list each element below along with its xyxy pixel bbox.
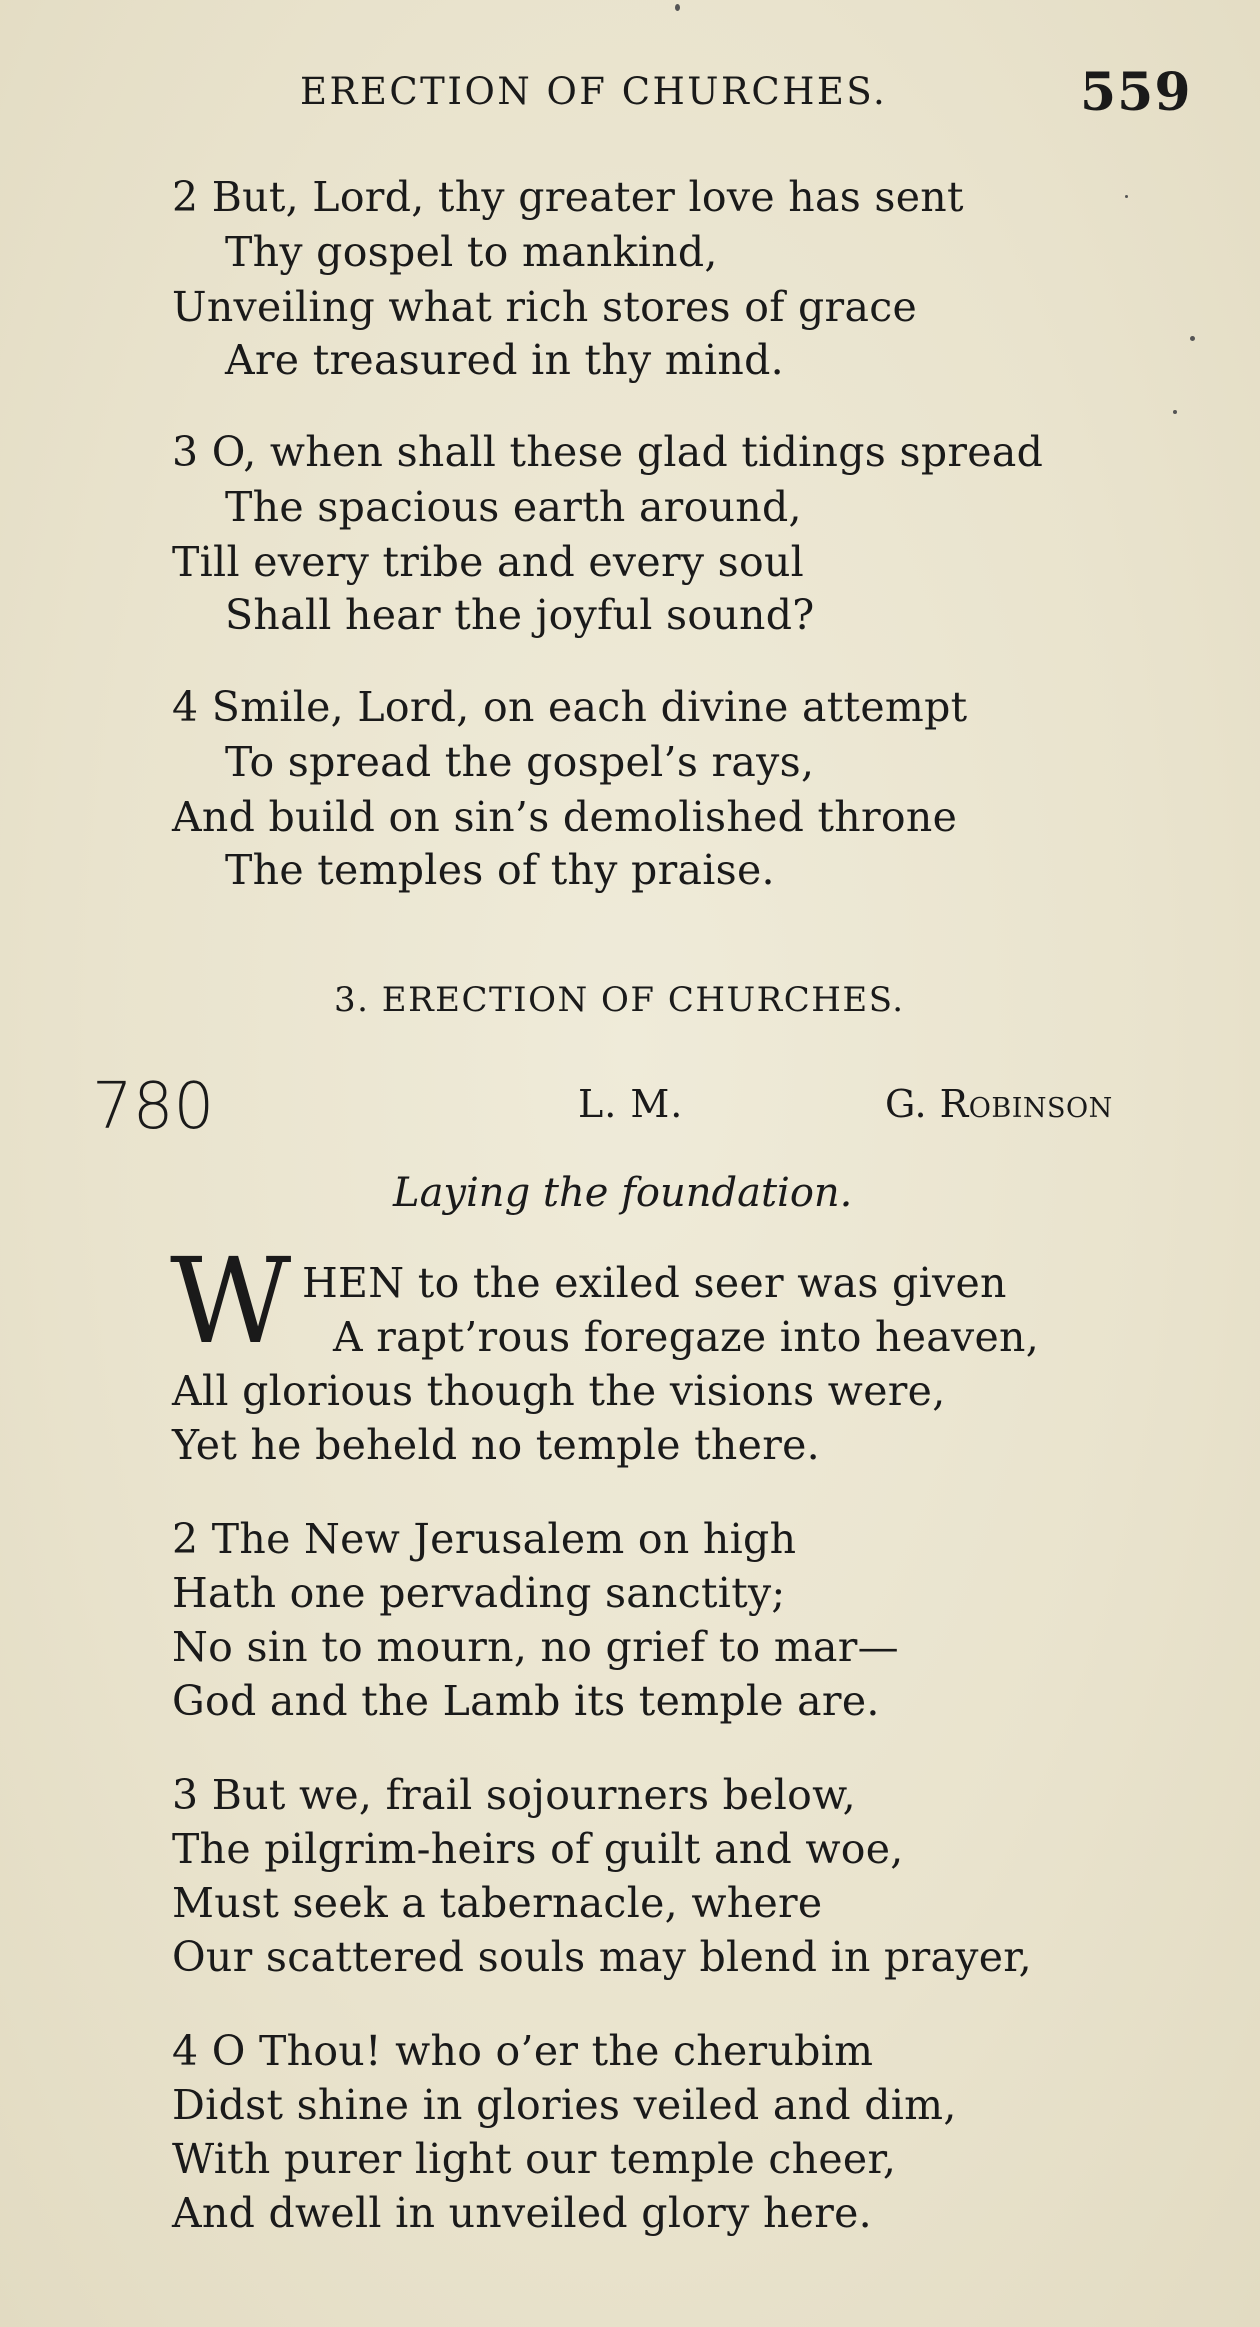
hymn-line: God and the Lamb its temple are. bbox=[172, 1677, 880, 1725]
ink-speck bbox=[1190, 336, 1195, 341]
prev-hymn-line: Till every tribe and every soul bbox=[172, 538, 805, 586]
drop-cap: W bbox=[170, 1232, 292, 1370]
hymn-line: A rapt’rous foregaze into heaven, bbox=[333, 1313, 1040, 1361]
section-heading: 3. ERECTION OF CHURCHES. bbox=[334, 980, 905, 1020]
prev-hymn-line: Thy gospel to mankind, bbox=[225, 228, 718, 276]
ink-speck bbox=[1173, 410, 1177, 414]
prev-hymn-line: To spread the gospel’s rays, bbox=[225, 738, 815, 786]
prev-hymn-line: Shall hear the joyful sound? bbox=[225, 591, 815, 639]
hymn-author: G. Robinson bbox=[885, 1082, 1113, 1126]
hymn-line: With purer light our temple cheer, bbox=[172, 2135, 897, 2183]
hymn-line: Our scattered souls may blend in prayer, bbox=[172, 1933, 1032, 1981]
hymn-line: HEN to the exiled seer was given bbox=[302, 1259, 1007, 1307]
hymn-line: Must seek a tabernacle, where bbox=[172, 1879, 823, 1927]
prev-hymn-line: The temples of thy praise. bbox=[225, 846, 775, 894]
hymn-line: 2 The New Jerusalem on high bbox=[172, 1515, 797, 1563]
prev-hymn-line: 3 O, when shall these glad tidings spread bbox=[172, 428, 1044, 476]
hymn-subtitle: Laying the foundation. bbox=[393, 1170, 853, 1216]
hymn-line: 3 But we, frail sojourners below, bbox=[172, 1771, 856, 1819]
page-number: 559 bbox=[1080, 62, 1192, 123]
hymn-number: 780 bbox=[92, 1070, 215, 1144]
ink-speck bbox=[1125, 195, 1128, 198]
hymn-line: All glorious though the visions were, bbox=[172, 1367, 946, 1415]
hymn-line: The pilgrim-heirs of guilt and woe, bbox=[172, 1825, 904, 1873]
hymn-line: No sin to mourn, no grief to mar— bbox=[172, 1623, 899, 1671]
prev-hymn-line: 4 Smile, Lord, on each divine attempt bbox=[172, 683, 968, 731]
ink-speck bbox=[675, 4, 680, 11]
hymn-meter: L. M. bbox=[578, 1082, 684, 1126]
prev-hymn-line: Unveiling what rich stores of grace bbox=[172, 283, 918, 331]
running-title: ERECTION OF CHURCHES. bbox=[300, 70, 888, 113]
hymn-line: 4 O Thou! who o’er the cherubim bbox=[172, 2027, 874, 2075]
prev-hymn-line: Are treasured in thy mind. bbox=[225, 336, 784, 384]
hymn-line: Yet he beheld no temple there. bbox=[172, 1421, 820, 1469]
hymn-line: Didst shine in glories veiled and dim, bbox=[172, 2081, 957, 2129]
hymn-line: And dwell in unveiled glory here. bbox=[172, 2189, 873, 2237]
prev-hymn-line: 2 But, Lord, thy greater love has sent bbox=[172, 173, 964, 221]
prev-hymn-line: The spacious earth around, bbox=[225, 483, 802, 531]
hymn-line: Hath one pervading sanctity; bbox=[172, 1569, 786, 1617]
prev-hymn-line: And build on sin’s demolished throne bbox=[172, 793, 958, 841]
